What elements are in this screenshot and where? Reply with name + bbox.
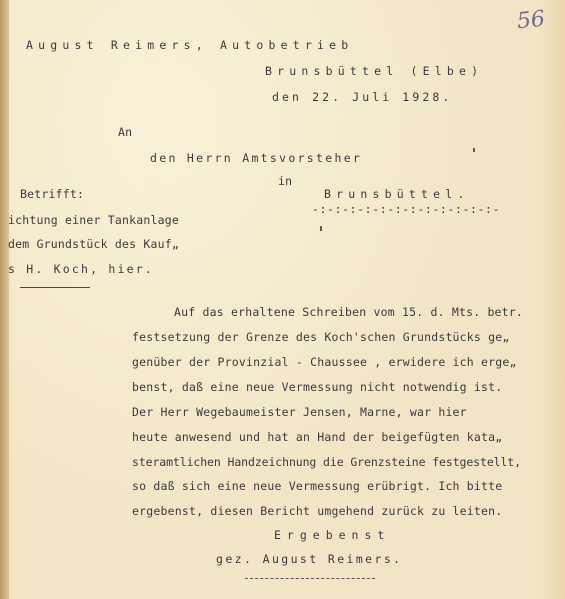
body-line-7: steramtlichen Handzeichnung die Grenzsteine festgestellt, (132, 455, 521, 469)
subject-line-3: s H. Koch, hier. (8, 262, 154, 276)
subject-rule (20, 287, 90, 288)
body-line-1: Auf das erhaltene Schreiben vom 15. d. Mts. betr. (174, 305, 524, 319)
signature-line: gez. August Reimers. (216, 552, 403, 566)
body-line-9: ergebenst, diesen Bericht umgehend zurück zu leiten. (132, 504, 503, 518)
signature-underline (245, 578, 375, 579)
body-line-3: genüber der Provinzial - Chaussee , erwidere ich erge„ (132, 355, 517, 369)
sender-line: August Reimers, Autobetrieb (26, 38, 354, 52)
body-line-5: Der Herr Wegebaumeister Jensen, Marne, war hier (132, 405, 467, 419)
body-line-2: festsetzung der Grenze des Koch'schen Grundstücks ge„ (132, 330, 510, 344)
body-line-4: benst, daß eine neue Vermessung nicht notwendig ist. (132, 380, 503, 394)
address-in: in (278, 174, 293, 188)
place-underline: -:-:-:-:-:-:-:-:-:-:-:-:- (312, 202, 501, 216)
closing-greeting: Ergebenst (274, 528, 391, 542)
stray-mark (473, 148, 475, 152)
place-line: Brunsbüttel. (324, 187, 470, 201)
handwritten-page-number: 56 (515, 6, 547, 35)
recipient-line: den Herrn Amtsvorsteher (150, 151, 363, 165)
date-line: den 22. Juli 1928. (272, 90, 453, 104)
body-line-6: heute anwesend und hat an Hand der beigefügten kata„ (132, 430, 503, 444)
city-line: Brunsbüttel (Elbe) (265, 64, 484, 78)
subject-line-1: ichtung einer Tankanlage (8, 213, 179, 227)
subject-label: Betrifft: (20, 187, 85, 201)
address-an: An (118, 125, 133, 139)
stray-mark (320, 226, 322, 231)
body-line-8: so daß sich eine neue Vermessung erübrigt. Ich bitte (132, 479, 503, 493)
subject-line-2: dem Grundstück des Kauf„ (8, 237, 179, 251)
page-edge (0, 0, 9, 599)
